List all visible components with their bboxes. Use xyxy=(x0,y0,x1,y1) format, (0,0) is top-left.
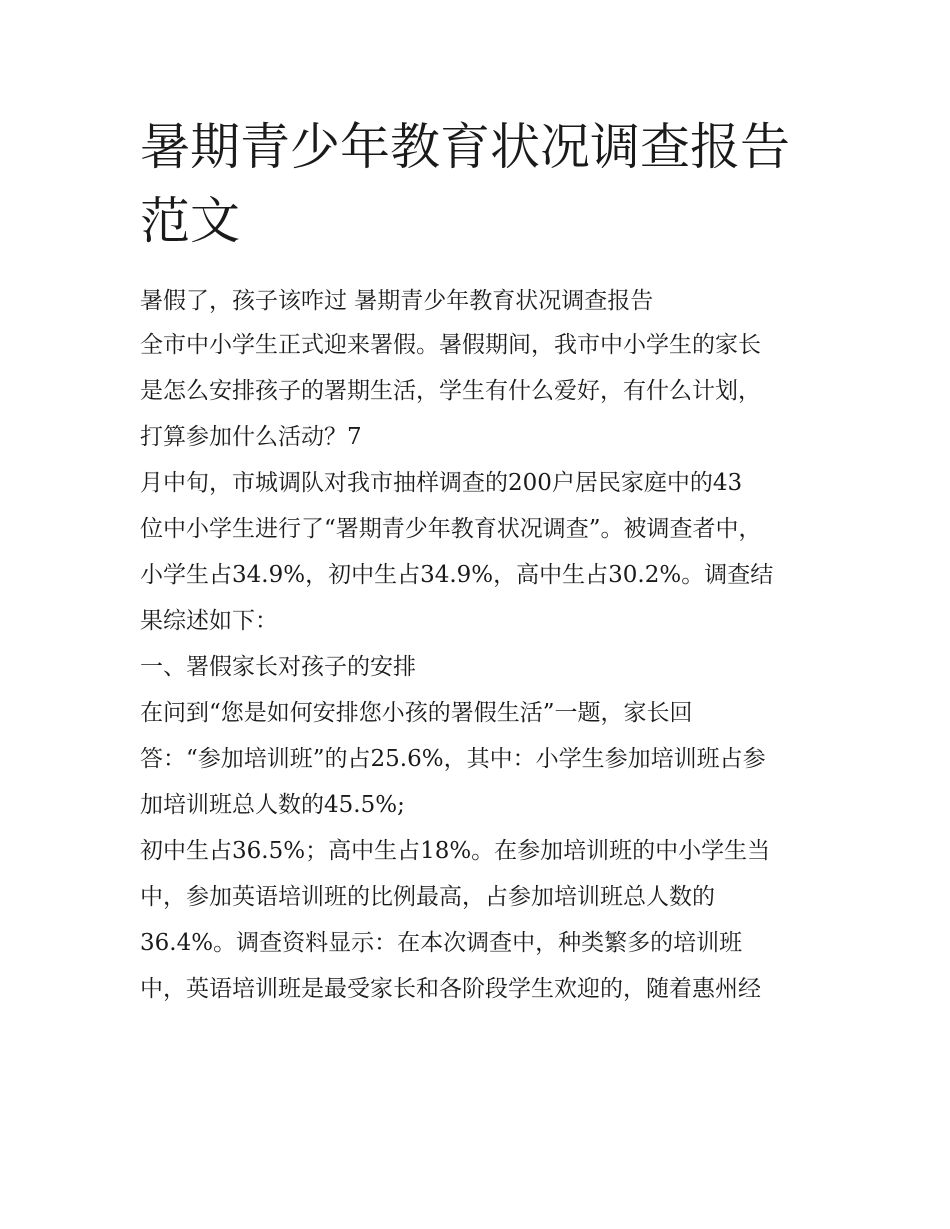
body-line: 小学生占34.9%，初中生占34.9%，高中生占30.2%。调查结 xyxy=(140,562,774,588)
body-line: 加培训班总人数的45.5%; xyxy=(140,792,405,818)
document-body xyxy=(140,282,820,1008)
body-line: 果综述如下： xyxy=(140,608,278,634)
body-line: 全市中小学生正式迎来署假。暑假期间，我市中小学生的家长 xyxy=(140,332,761,358)
body-line: 中，参加英语培训班的比例最高，占参加培训班总人数的 xyxy=(140,884,715,910)
body-line: 初中生占36.5%；高中生占18%。在参加培训班的中小学生当 xyxy=(140,838,771,864)
body-line: 月中旬，市城调队对我市抽样调查的200户居民家庭中的43 xyxy=(140,470,743,496)
body-line: 中，英语培训班是最受家长和各阶段学生欢迎的，随着惠州经 xyxy=(140,976,761,1002)
body-line: 在问到“您是如何安排您小孩的署假生活”一题，家长回 xyxy=(140,700,693,726)
section-heading: 一、署假家长对孩子的安排 xyxy=(140,654,416,680)
body-line: 暑假了，孩子该咋过 暑期青少年教育状况调查报告 xyxy=(140,288,654,314)
body-line: 是怎么安排孩子的署期生活，学生有什么爱好，有什么计划， xyxy=(140,378,761,404)
body-line: 位中小学生进行了“署期青少年教育状况调查”。被调查者中， xyxy=(140,516,762,542)
body-line: 打算参加什么活动？7 xyxy=(140,424,362,450)
body-line: 答：“参加培训班”的占25.6%，其中：小学生参加培训班占参 xyxy=(140,746,766,772)
title-line: 暑期青少年教育状况调查报告 xyxy=(140,118,790,176)
document-title xyxy=(140,110,820,258)
body-line: 36.4%。调查资料显示：在本次调查中，种类繁多的培训班 xyxy=(140,930,743,956)
title-line: 范文 xyxy=(140,192,240,250)
